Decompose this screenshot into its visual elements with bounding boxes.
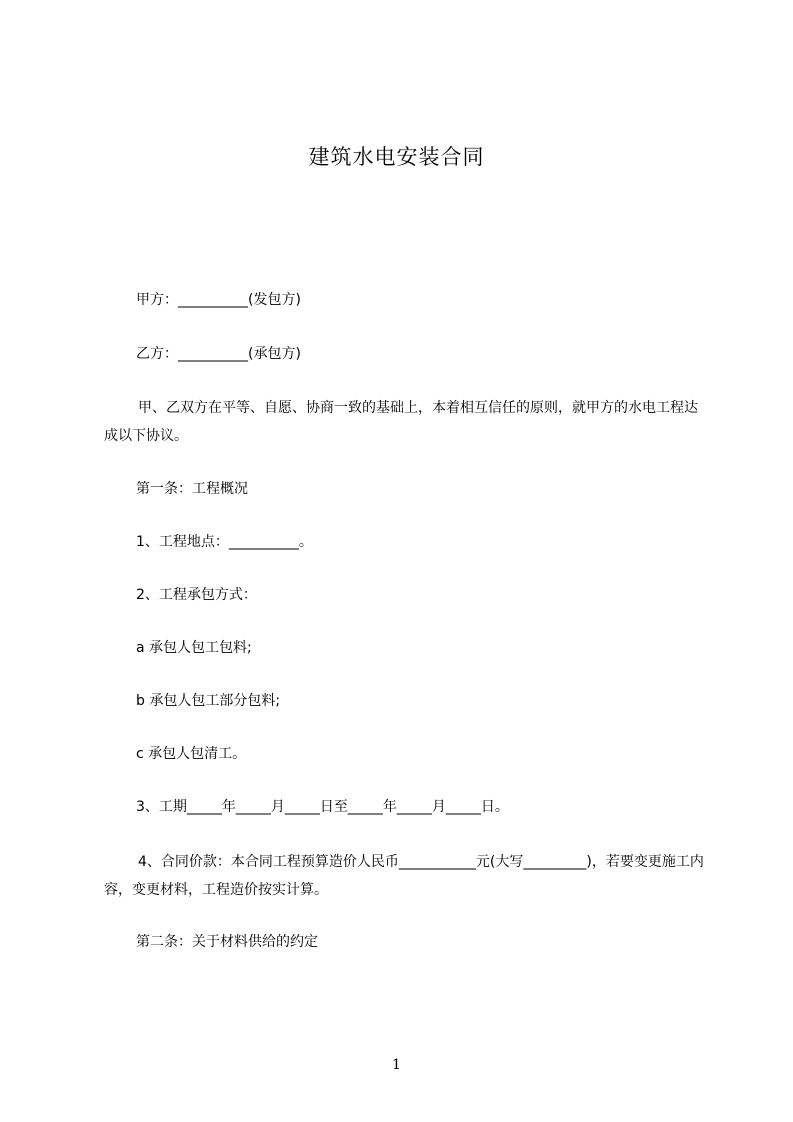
option-c: c 承包人包清工。 xyxy=(136,746,247,762)
page-number: 1 xyxy=(392,1057,401,1073)
item-4-text: 4、合同价款：本合同工程预算造价人民币___________元(大写_________)，若要变更施工内容，变更材料，工程造价按实计算。 xyxy=(104,854,704,898)
document-title: 建筑水电安装合同 xyxy=(308,145,485,169)
option-b: b 承包人包工部分包料; xyxy=(136,693,281,709)
article-1-heading: 第一条：工程概况 xyxy=(136,481,248,497)
intro-paragraph xyxy=(104,394,704,450)
party-a-line: 甲方：__________(发包方) xyxy=(136,292,301,308)
option-a: a 承包人包工包料; xyxy=(136,640,252,656)
item-4-contract-price xyxy=(104,848,704,904)
intro-text: 甲、乙双方在平等、自愿、协商一致的基础上，本着相互信任的原则，就甲方的水电工程达成以下协议。 xyxy=(104,400,698,444)
item-1-location: 1、工程地点：__________。 xyxy=(136,534,313,550)
item-3-schedule: 3、工期_____年_____月_____日至_____年_____月_____日。 xyxy=(136,799,509,815)
party-b-line: 乙方：__________(承包方) xyxy=(136,346,301,362)
item-2-contract-method: 2、工程承包方式： xyxy=(136,587,257,603)
article-2-heading: 第二条：关于材料供给的约定 xyxy=(136,934,318,950)
